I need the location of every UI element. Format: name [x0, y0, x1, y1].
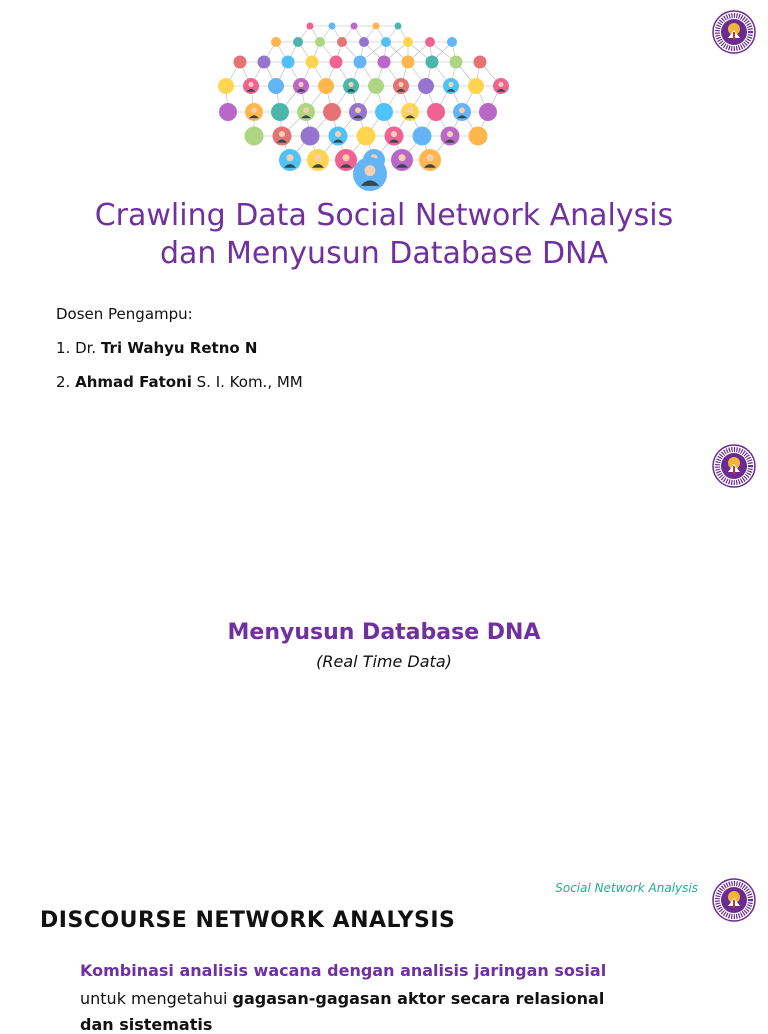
section-subtitle: (Real Time Data)	[316, 652, 452, 671]
content-heading: DISCOURSE NETWORK ANALYSIS	[40, 908, 456, 933]
social-network-people-icon	[200, 14, 510, 192]
content-paragraph-1: Kombinasi analisis wacana dengan analisis jaringan sosial	[80, 961, 607, 980]
lecturer-2-prefix: 2.	[56, 373, 76, 391]
university-seal-icon	[712, 878, 756, 922]
paragraph-2-prefix: untuk mengetahui	[80, 989, 233, 1008]
lecturer-item-2	[56, 373, 303, 391]
slide-tag: Social Network Analysis	[555, 881, 698, 895]
lecturer-item-1	[56, 339, 257, 357]
content-paragraph-3: dan sistematis	[80, 1015, 213, 1034]
slide-content	[0, 858, 768, 1034]
slide-title-line1: Crawling Data Social Network Analysis	[94, 198, 674, 233]
section-title: Menyusun Database DNA	[227, 620, 541, 645]
university-seal-icon	[712, 444, 756, 488]
slide-section	[0, 428, 768, 858]
slide-title-line2: dan Menyusun Database DNA	[159, 236, 609, 271]
dosen-label: Dosen Pengampu:	[56, 305, 193, 323]
lecturer-2-suffix: S. I. Kom., MM	[191, 373, 303, 391]
lecturer-1-name: Tri Wahyu Retno N	[100, 339, 258, 357]
lecturer-1-prefix: 1. Dr.	[56, 339, 101, 357]
content-paragraph-2	[80, 989, 604, 1008]
lecturer-2-name: Ahmad Fatoni	[75, 373, 192, 391]
slide-title	[0, 0, 768, 428]
university-seal-icon	[712, 10, 756, 54]
paragraph-2-bold: gagasan-gagasan aktor secara relasional	[232, 989, 605, 1008]
